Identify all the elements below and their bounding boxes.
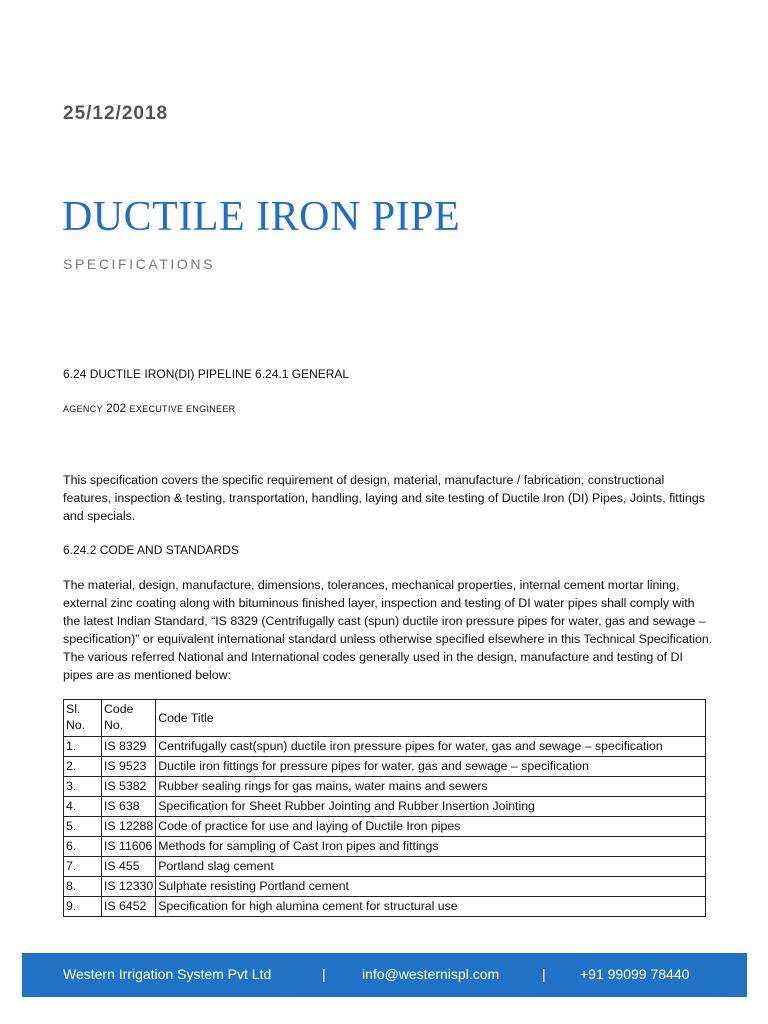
agency-number: 202 (106, 401, 127, 415)
header-sl-no: Sl. No. (64, 700, 102, 737)
cell-code-no: IS 8329 (102, 737, 156, 757)
codes-table (63, 699, 706, 917)
cell-code-no: IS 5382 (102, 777, 156, 797)
table-row (64, 797, 706, 817)
header-code-title: Code Title (156, 700, 706, 737)
cell-sl-no: 4. (64, 797, 102, 817)
cell-code-no: IS 638 (102, 797, 156, 817)
cell-sl-no: 2. (64, 757, 102, 777)
cell-code-title: Rubber sealing rings for gas mains, water mains and sewers (156, 777, 706, 797)
table-row (64, 777, 706, 797)
document-subtitle: SPECIFICATIONS (63, 256, 216, 272)
cell-code-no: IS 455 (102, 857, 156, 877)
cell-code-title: Specification for high alumina cement for structural use (156, 897, 706, 917)
cell-sl-no: 6. (64, 837, 102, 857)
table-row (64, 897, 706, 917)
table-row (64, 757, 706, 777)
table-row (64, 837, 706, 857)
footer-phone-link[interactable]: +91 99099 78440 (580, 966, 690, 982)
cell-sl-no: 9. (64, 897, 102, 917)
cell-code-title: Centrifugally cast(spun) ductile iron pressure pipes for water, gas and sewage – specification (156, 737, 706, 757)
cell-code-no: IS 9523 (102, 757, 156, 777)
cell-code-title: Ductile iron fittings for pressure pipes for water, gas and sewage – specification (156, 757, 706, 777)
cell-sl-no: 7. (64, 857, 102, 877)
cell-sl-no: 5. (64, 817, 102, 837)
cell-code-no: IS 12288 (102, 817, 156, 837)
footer-email-link[interactable]: info@westernispl.com (362, 966, 500, 982)
cell-code-title: Sulphate resisting Portland cement (156, 877, 706, 897)
cell-code-no: IS 11606 (102, 837, 156, 857)
cell-sl-no: 3. (64, 777, 102, 797)
document-date: 25/12/2018 (63, 103, 169, 124)
contact-footer-bar (22, 953, 747, 997)
cell-code-no: IS 12330 (102, 877, 156, 897)
cell-code-no: IS 6452 (102, 897, 156, 917)
footer-company-name: Western Irrigation System Pvt Ltd (63, 966, 272, 982)
table-header-row (64, 700, 706, 737)
table-row (64, 817, 706, 837)
agency-label: AGENCY (63, 404, 103, 414)
table-row (64, 857, 706, 877)
table-row (64, 737, 706, 757)
code-standards-heading: 6.24.2 CODE AND STANDARDS (63, 543, 239, 557)
agency-line (63, 401, 235, 415)
table-row (64, 877, 706, 897)
code-standards-paragraph: The material, design, manufacture, dimensions, tolerances, mechanical properties, internal cement mortar lining, external zinc coating along with bituminous finished layer, inspection and testing of DI water pipes shall comply with the latest Indian Standard, “IS 8329 (Centrifugally cast (spun) ductile iron pressure pipes for water, gas and sewage – specification)” or equivalent international standard unless otherwise specified elsewhere in this Technical Specification. The various referred National and International codes generally used in the design, manufacture and testing of DI pipes are as mentioned below: (63, 578, 713, 682)
document-title: DUCTILE IRON PIPE (62, 194, 461, 240)
general-paragraph: This specification covers the specific requirement of design, material, manufacture / fabrication, constructional features, inspection & testing, transportation, handling, laying and site testing of Ductile Iron (DI) Pipes, Joints, fittings and specials. (63, 473, 705, 523)
cell-code-title: Portland slag cement (156, 857, 706, 877)
section-heading: 6.24 DUCTILE IRON(DI) PIPELINE 6.24.1 GENERAL (63, 367, 350, 381)
footer-separator: | (322, 966, 326, 982)
agency-role: EXECUTIVE ENGINEER (129, 404, 236, 414)
cell-code-title: Methods for sampling of Cast Iron pipes and fittings (156, 837, 706, 857)
cell-sl-no: 1. (64, 737, 102, 757)
cell-code-title: Code of practice for use and laying of Ductile Iron pipes (156, 817, 706, 837)
cell-code-title: Specification for Sheet Rubber Jointing and Rubber Insertion Jointing (156, 797, 706, 817)
cell-sl-no: 8. (64, 877, 102, 897)
header-code-no: Code No. (102, 700, 156, 737)
footer-separator: | (542, 966, 546, 982)
